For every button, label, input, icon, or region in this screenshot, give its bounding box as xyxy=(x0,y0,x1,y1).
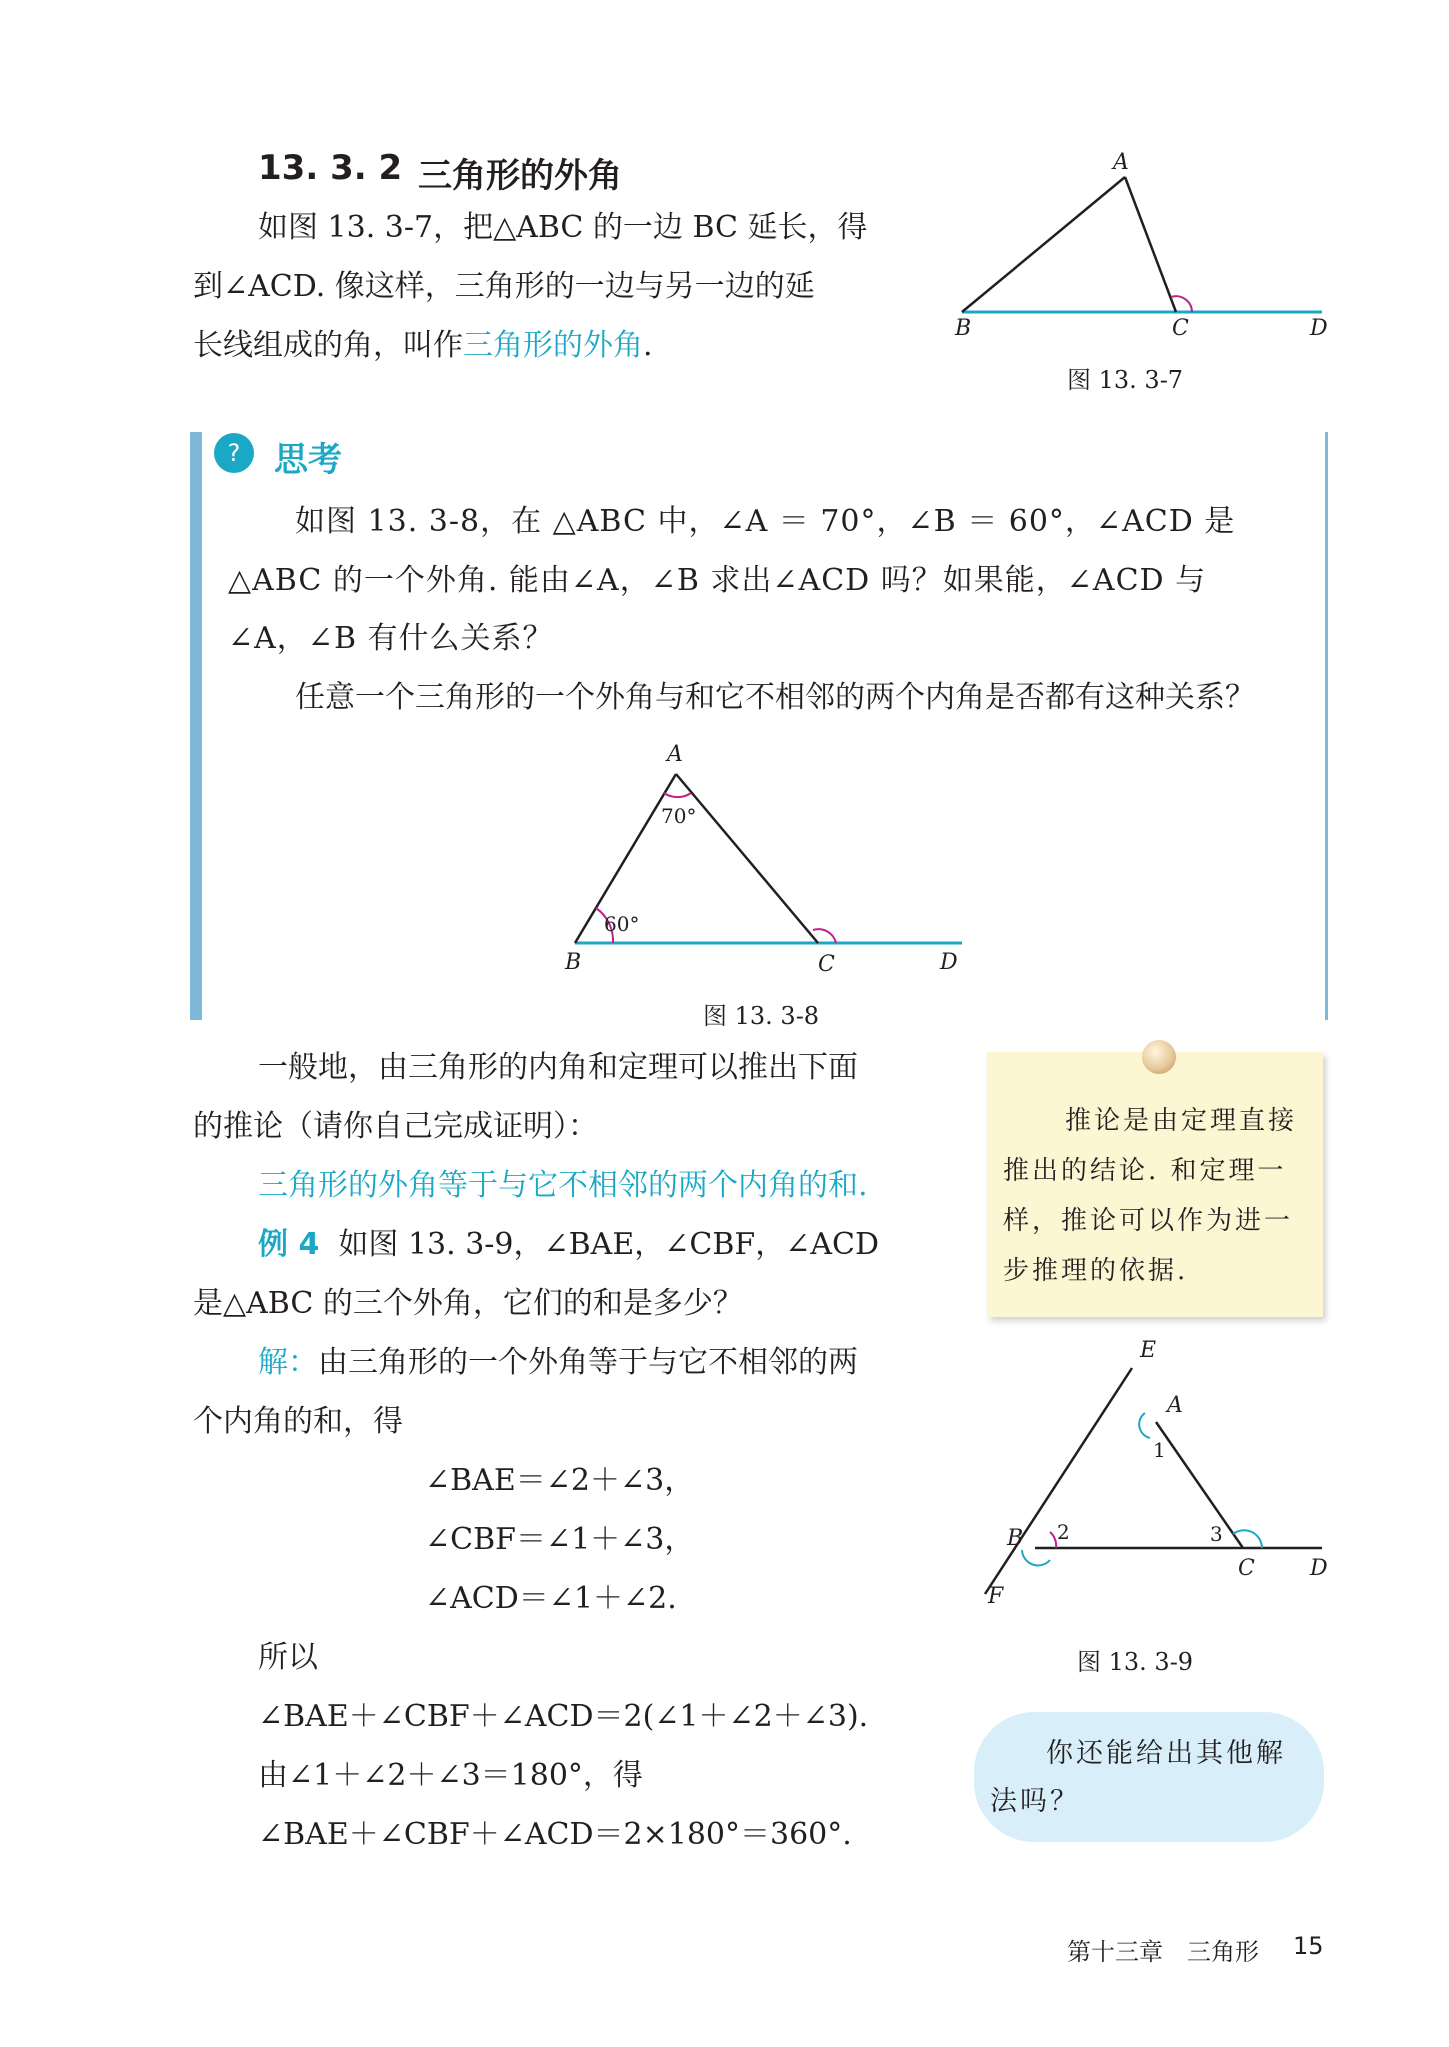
fig9-caption: 图 13. 3-9 xyxy=(1077,1648,1194,1676)
fig9-label-c: C xyxy=(1238,1556,1255,1581)
fig9-number-2: 2 xyxy=(1057,1520,1070,1544)
example-line-2: 是△ABC 的三个外角，它们的和是多少？ xyxy=(193,1286,743,1321)
fig8-caption: 图 13. 3-8 xyxy=(703,1002,820,1030)
fig8-angle-a: 70° xyxy=(661,804,697,828)
solution-line-2: 个内角的和，得 xyxy=(193,1404,403,1439)
fig9-label-a: A xyxy=(1167,1393,1183,1418)
fig9-label-b: B xyxy=(1007,1526,1024,1551)
think-line-3: ∠A，∠B 有什么关系？ xyxy=(228,621,554,656)
fig7-caption: 图 13. 3-7 xyxy=(1067,366,1184,394)
footer-chapter: 第十三章 三角形 xyxy=(1067,1938,1259,1966)
corollary: 三角形的外角等于与它不相邻的两个内角的和. xyxy=(258,1168,868,1203)
fig9-number-3: 3 xyxy=(1210,1522,1223,1546)
equation-5: 由∠1＋∠2＋∠3＝180°，得 xyxy=(258,1758,643,1793)
think-title: 思考 xyxy=(274,440,342,480)
intro-line-1: 如图 13. 3-7，把△ABC 的一边 BC 延长，得 xyxy=(258,210,868,245)
fig9-arc-2 xyxy=(1050,1532,1056,1548)
intro-line-2: 到∠ACD. 像这样，三角形的一边与另一边的延 xyxy=(193,269,815,304)
fig8-label-c: C xyxy=(818,952,835,977)
equation-6: ∠BAE＋∠CBF＋∠ACD＝2×180°＝360°. xyxy=(258,1817,852,1852)
lightbulb-icon: ? xyxy=(214,433,254,473)
fig9-label-e: E xyxy=(1140,1338,1157,1363)
section-number: 13. 3. 2 xyxy=(258,148,403,188)
fig8-label-a: A xyxy=(667,742,683,767)
solution-text-1: 由三角形的一个外角等于与它不相邻的两 xyxy=(318,1345,858,1380)
example-label: 例 4 xyxy=(258,1227,320,1262)
equation-3: ∠ACD＝∠1＋∠2. xyxy=(425,1581,677,1616)
exterior-angle-term: 三角形的外角 xyxy=(463,328,643,363)
fig9-arc-b-ext xyxy=(1022,1550,1050,1565)
section-title: 三角形的外角 xyxy=(418,156,622,196)
fig7-label-a: A xyxy=(1113,150,1129,175)
think-line-1: 如图 13. 3-8，在 △ABC 中，∠A ＝ 70°，∠B ＝ 60°，∠ACD 是 xyxy=(295,504,1236,539)
body-para-1: 一般地，由三角形的内角和定理可以推出下面 xyxy=(258,1050,858,1085)
note-text: 推论是由定理直接推出的结论. 和定理一样，推论可以作为进一步推理的依据. xyxy=(1003,1106,1298,1286)
fig7-label-b: B xyxy=(955,316,972,341)
so-text: 所以 xyxy=(258,1640,318,1675)
page-number: 15 xyxy=(1293,1932,1324,1960)
fig9-line-ac xyxy=(1156,1422,1243,1548)
fig9-arc-a-ext xyxy=(1139,1413,1150,1438)
intro-line-3-post: . xyxy=(643,328,653,363)
fig9-label-d: D xyxy=(1310,1556,1328,1581)
fig8-label-b: B xyxy=(565,950,582,975)
fig9-number-1: 1 xyxy=(1153,1438,1166,1462)
body-para-2: 的推论（请你自己完成证明）： xyxy=(193,1109,598,1144)
cloud-text: 你还能给出其他解法吗？ xyxy=(990,1738,1286,1817)
example-text-1: 如图 13. 3-9，∠BAE，∠CBF，∠ACD xyxy=(338,1227,880,1262)
fig8-angle-b: 60° xyxy=(604,912,640,936)
fig9-line-ef xyxy=(985,1368,1132,1594)
think-line-2: △ABC 的一个外角. 能由∠A，∠B 求出∠ACD 吗？如果能，∠ACD 与 xyxy=(228,563,1207,598)
fig9-label-f: F xyxy=(988,1584,1004,1609)
intro-line-3-pre: 长线组成的角，叫作 xyxy=(193,328,463,363)
equation-2: ∠CBF＝∠1＋∠3， xyxy=(425,1522,695,1557)
equation-4: ∠BAE＋∠CBF＋∠ACD＝2(∠1＋∠2＋∠3). xyxy=(258,1699,869,1734)
solution-label: 解： xyxy=(258,1345,318,1380)
equation-1: ∠BAE＝∠2＋∠3， xyxy=(425,1463,695,1498)
think-line-4: 任意一个三角形的一个外角与和它不相邻的两个内角是否都有这种关系？ xyxy=(295,680,1255,715)
fig7-label-d: D xyxy=(1310,316,1328,341)
fig8-label-d: D xyxy=(940,950,958,975)
fig7-label-c: C xyxy=(1172,316,1189,341)
